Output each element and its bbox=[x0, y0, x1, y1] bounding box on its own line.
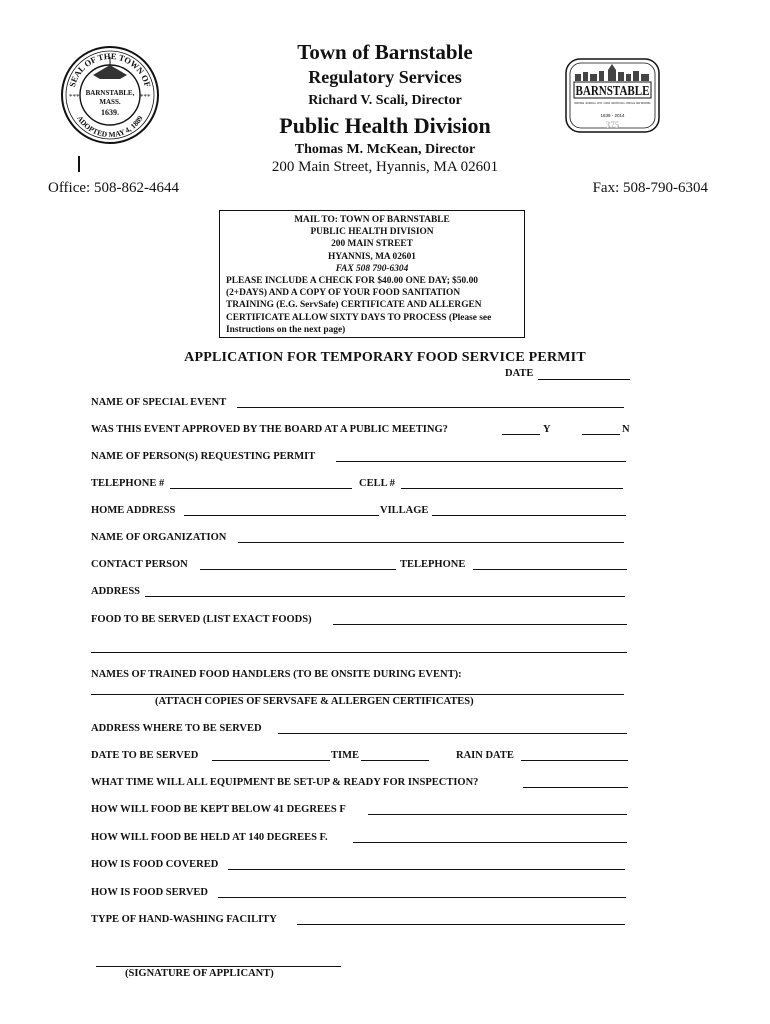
rain-date-field[interactable] bbox=[521, 749, 628, 761]
svg-text:375: 375 bbox=[605, 120, 620, 130]
office-phone: Office: 508-862-4644 bbox=[48, 180, 179, 196]
handlers-label: NAMES OF TRAINED FOOD HANDLERS (TO BE ONSITE DURING EVENT): bbox=[91, 669, 462, 680]
address-label: ADDRESS bbox=[91, 586, 141, 597]
rain-date-label: RAIN DATE bbox=[456, 750, 514, 761]
no-label: N bbox=[622, 424, 630, 435]
hot-holding-field[interactable] bbox=[353, 831, 627, 843]
organization-label: NAME OF ORGANIZATION bbox=[91, 532, 227, 543]
fax-number: Fax: 508-790-6304 bbox=[592, 180, 708, 196]
logo-tagline: BARNSTABLE · CENTERVILLE · COTUIT · HYANNIS · MARSTONS MILLS · OSTERVILLE · WEST BARNSTABLE bbox=[574, 101, 651, 105]
event-name-label: NAME OF SPECIAL EVENT bbox=[91, 397, 227, 408]
attach-note: (ATTACH COPIES OF SERVSAFE & ALLERGEN CERTIFICATES) bbox=[155, 696, 474, 707]
time-field[interactable] bbox=[361, 749, 429, 761]
contact-telephone-field[interactable] bbox=[473, 558, 627, 570]
date-served-label: DATE TO BE SERVED bbox=[91, 750, 199, 761]
handwashing-label: TYPE OF HAND-WASHING FACILITY bbox=[91, 914, 277, 925]
food-field[interactable] bbox=[333, 613, 627, 625]
handwashing-field[interactable] bbox=[297, 913, 625, 925]
village-field[interactable] bbox=[432, 504, 626, 516]
department-name: Regulatory Services bbox=[308, 67, 462, 87]
cold-holding-field[interactable] bbox=[368, 803, 627, 815]
svg-text:***: *** bbox=[140, 93, 151, 101]
seal-place: BARNSTABLE, bbox=[85, 89, 135, 97]
date-served-field[interactable] bbox=[212, 749, 330, 761]
mail-line: 200 MAIN STREET bbox=[331, 239, 413, 250]
director-line-1: Richard V. Scali, Director bbox=[308, 93, 462, 108]
contact-person-label: CONTACT PERSON bbox=[91, 559, 188, 570]
home-address-label: HOME ADDRESS bbox=[91, 505, 176, 516]
mail-line: PUBLIC HEALTH DIVISION bbox=[310, 227, 434, 238]
setup-time-label: WHAT TIME WILL ALL EQUIPMENT BE SET-UP & READY FOR INSPECTION? bbox=[91, 777, 479, 788]
organization-field[interactable] bbox=[238, 531, 624, 543]
persons-label: NAME OF PERSON(S) REQUESTING PERMIT bbox=[91, 451, 316, 462]
mail-instruction: CERTIFICATE ALLOW SIXTY DAYS TO PROCESS (Please see bbox=[226, 312, 492, 323]
telephone-field[interactable] bbox=[170, 477, 352, 489]
logo-years: 1639 - 2014 bbox=[600, 113, 625, 118]
persons-field[interactable] bbox=[336, 450, 626, 462]
barnstable-logo-icon bbox=[565, 58, 660, 133]
contact-person-field[interactable] bbox=[200, 558, 396, 570]
food-covered-field[interactable] bbox=[228, 858, 625, 870]
mail-line: HYANNIS, MA 02601 bbox=[328, 251, 416, 262]
date-field[interactable] bbox=[538, 368, 630, 380]
signature-field[interactable] bbox=[96, 966, 341, 967]
food-served-label: HOW IS FOOD SERVED bbox=[91, 887, 209, 898]
director-line-2: Thomas M. McKean, Director bbox=[294, 142, 476, 157]
food-served-field[interactable] bbox=[218, 886, 626, 898]
town-name: Town of Barnstable bbox=[297, 40, 473, 64]
cell-label: CELL # bbox=[359, 478, 395, 489]
event-name-field[interactable] bbox=[237, 396, 624, 408]
address-field[interactable] bbox=[145, 585, 625, 597]
mail-instruction: PLEASE INCLUDE A CHECK FOR $40.00 ONE DAY; $50.00 bbox=[226, 276, 478, 287]
mail-instruction: TRAINING (E.G. ServSafe) CERTIFICATE AND ALLERGEN bbox=[226, 300, 482, 311]
hot-holding-label: HOW WILL FOOD BE HELD AT 140 DEGREES F. bbox=[91, 832, 328, 843]
seal-adopted-text: ADOPTED MAY 4, 1889 bbox=[75, 113, 145, 140]
seal-state: MASS. bbox=[99, 98, 121, 106]
cold-holding-label: HOW WILL FOOD BE KEPT BELOW 41 DEGREES F bbox=[91, 804, 346, 815]
approved-question: WAS THIS EVENT APPROVED BY THE BOARD AT A PUBLIC MEETING? bbox=[91, 424, 448, 435]
yes-label: Y bbox=[543, 424, 551, 435]
time-label: TIME bbox=[331, 750, 360, 761]
food-label: FOOD TO BE SERVED (LIST EXACT FOODS) bbox=[91, 614, 312, 625]
svg-text:***: *** bbox=[69, 93, 80, 101]
food-field-extra-line[interactable] bbox=[91, 641, 627, 653]
seal-year: 1639. bbox=[101, 108, 119, 117]
form-title: APPLICATION FOR TEMPORARY FOOD SERVICE PERMIT bbox=[184, 350, 586, 365]
contact-telephone-label: TELEPHONE bbox=[400, 559, 466, 570]
cell-field[interactable] bbox=[401, 477, 623, 489]
served-address-field[interactable] bbox=[278, 722, 627, 734]
food-covered-label: HOW IS FOOD COVERED bbox=[91, 859, 219, 870]
village-label: VILLAGE bbox=[380, 505, 429, 516]
mail-instruction: Instructions on the next page) bbox=[226, 324, 346, 335]
handlers-field[interactable] bbox=[91, 683, 624, 695]
logo-name: BARNSTABLE bbox=[575, 84, 650, 99]
street-address: 200 Main Street, Hyannis, MA 02601 bbox=[271, 159, 499, 175]
mail-fax-line: FAX 508 790-6304 bbox=[335, 263, 409, 274]
mail-line: MAIL TO: TOWN OF BARNSTABLE bbox=[294, 215, 450, 225]
signature-label: (SIGNATURE OF APPLICANT) bbox=[125, 968, 274, 979]
setup-time-field[interactable] bbox=[523, 776, 628, 788]
date-label: DATE bbox=[505, 368, 534, 379]
mail-instruction: (2+DAYS) AND A COPY OF YOUR FOOD SANITATION bbox=[226, 288, 461, 299]
division-name: Public Health Division bbox=[279, 113, 491, 138]
home-address-field[interactable] bbox=[184, 504, 379, 516]
mailing-instructions-box bbox=[219, 210, 525, 338]
served-address-label: ADDRESS WHERE TO BE SERVED bbox=[91, 723, 262, 734]
approved-no-field[interactable] bbox=[582, 423, 620, 435]
telephone-label: TELEPHONE # bbox=[91, 478, 165, 489]
text-cursor-mark bbox=[78, 156, 80, 172]
approved-yes-field[interactable] bbox=[502, 423, 540, 435]
seal-ring-text: SEAL OF THE TOWN OF bbox=[66, 50, 154, 89]
